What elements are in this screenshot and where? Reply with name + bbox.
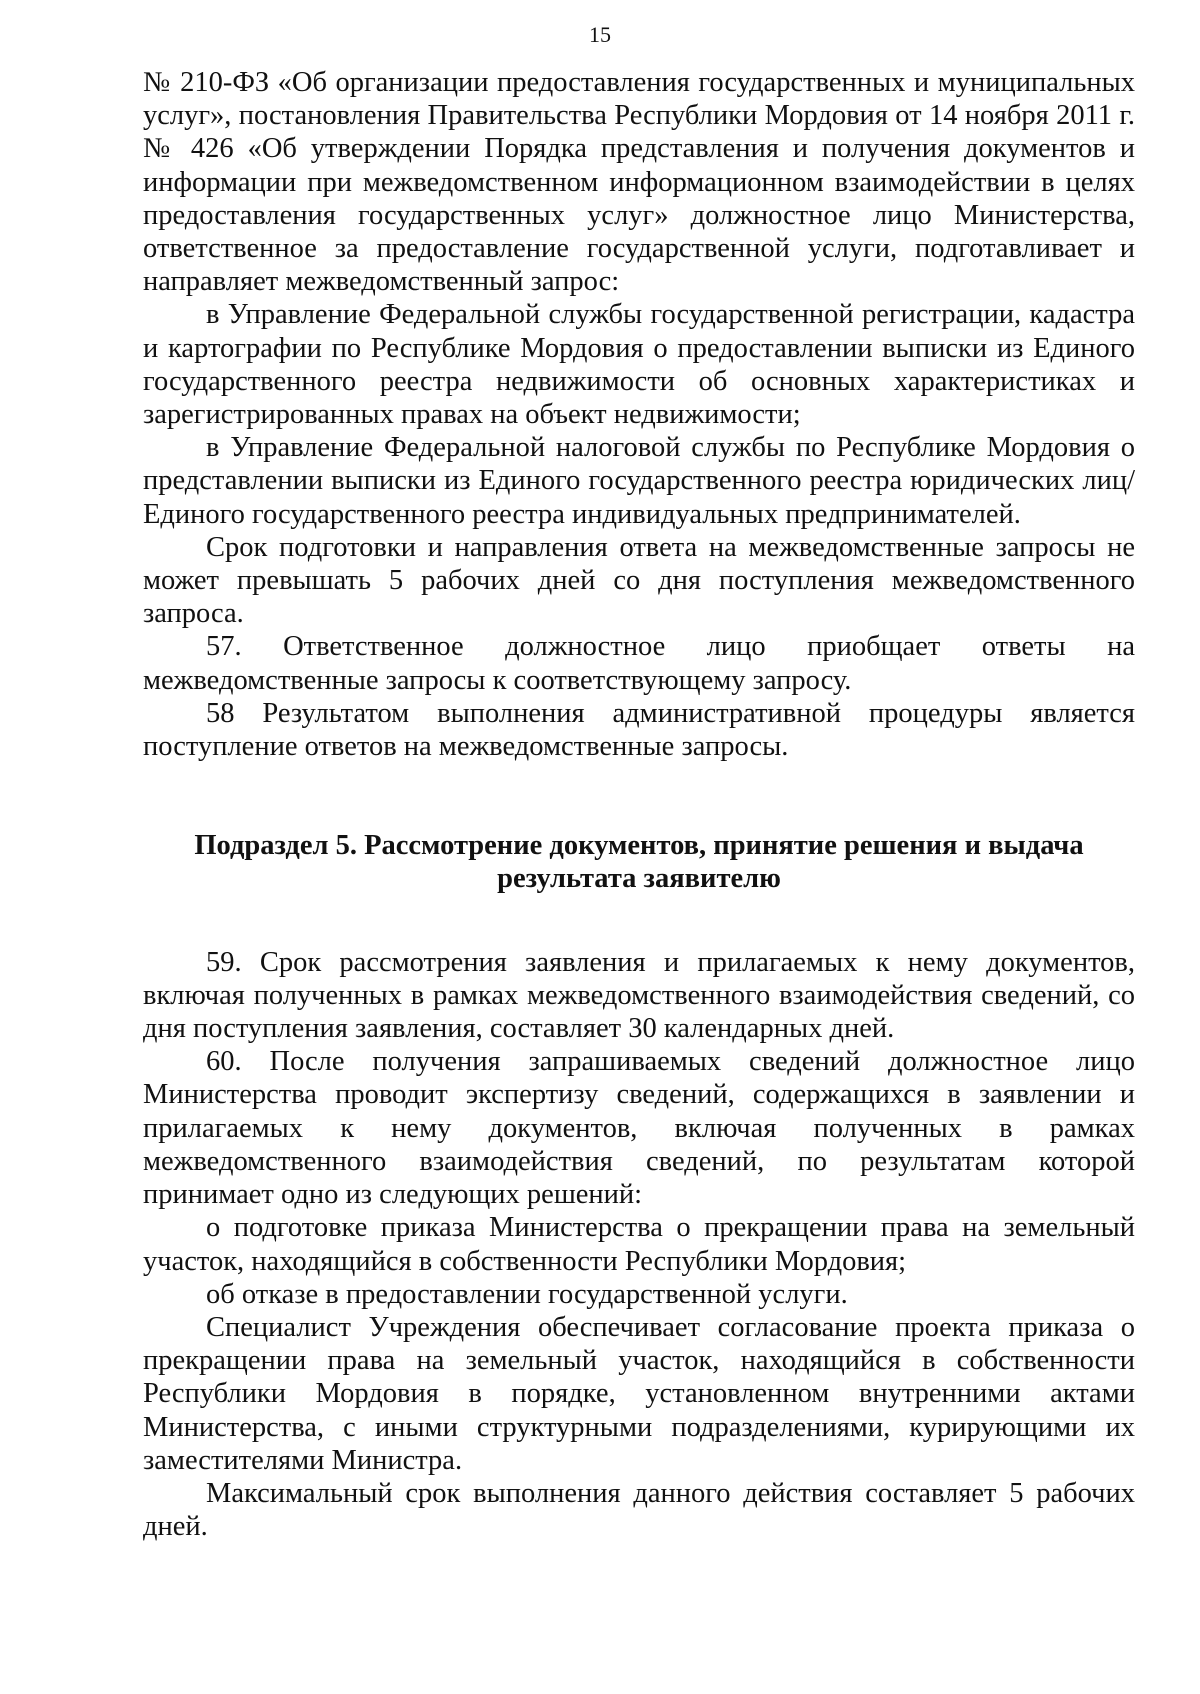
- paragraph-max-duration: Максимальный срок выполнения данного действия составляет 5 рабочих дней.: [143, 1477, 1135, 1543]
- paragraph-item-59: 59. Срок рассмотрения заявления и прилагаемых к нему документов, включая полученных в рамках межведомственного взаимодействия сведений, со дня поступления заявления, составляет 30 календарных дней.: [143, 946, 1135, 1045]
- spacer: [143, 763, 1135, 829]
- paragraph-item-58: 58 Результатом выполнения административной процедуры является поступление ответов на межведомственные запросы.: [143, 697, 1135, 763]
- spacer: [143, 896, 1135, 946]
- paragraph-response-deadline: Срок подготовки и направления ответа на межведомственные запросы не может превышать 5 рабочих дней со дня поступления межведомственного запроса.: [143, 531, 1135, 630]
- paragraph-decision-order: о подготовке приказа Министерства о прекращении права на земельный участок, находящийся в собственности Республики Мордовия;: [143, 1212, 1135, 1277]
- section-heading-line-1: Подраздел 5. Рассмотрение документов, принятие решения и выдача: [194, 830, 1084, 862]
- paragraph-decision-refusal: об отказе в предоставлении государственной услуги.: [206, 1278, 848, 1310]
- document-body: [143, 66, 1135, 1543]
- paragraph-continuation: № 210-ФЗ «Об организации предоставления государственных и муниципальных услуг», постановления Правительства Республики Мордовия от 14 ноября 2011 г. № 426 «Об утверждении Порядка представления и получения документов и информации при межведомственном информационном взаимодействии в целях предоставления государственных услуг» должностное лицо Министерства, ответственное за предоставление государственной услуги, подготавливает и направляет межведомственный запрос:: [143, 67, 1135, 298]
- paragraph-item-57: 57. Ответственное должностное лицо приобщает ответы на межведомственные запросы к соответствующему запросу.: [143, 631, 1135, 696]
- paragraph-item-60: 60. После получения запрашиваемых сведений должностное лицо Министерства проводит экспертизу сведений, содержащихся в заявлении и прилагаемых к нему документов, включая полученных в рамках межведомственного взаимодействия сведений, по результатам которой принимает одно из следующих решений:: [143, 1046, 1135, 1211]
- paragraph-tax-service-request: в Управление Федеральной налоговой службы по Республике Мордовия о представлении выписки из Единого государственного реестра юридических лиц/Единого государственного реестра индивидуальных предпринимателей.: [143, 432, 1135, 530]
- page-number: 15: [589, 22, 611, 47]
- paragraph-rosreestr-request: в Управление Федеральной службы государственной регистрации, кадастра и картографии по Республике Мордовия о предоставлении выписки из Единого государственного реестра недвижимости об основных характеристиках и зарегистрированных правах на объект недвижимости;: [143, 299, 1135, 431]
- section-heading-line-2: результата заявителю: [497, 863, 781, 895]
- paragraph-specialist-approval: Специалист Учреждения обеспечивает согласование проекта приказа о прекращении права на земельный участок, находящийся в собственности Республики Мордовия в порядке, установленном внутренними актами Министерства, с иными структурными подразделениями, курирующими их заместителями Министра.: [143, 1311, 1135, 1476]
